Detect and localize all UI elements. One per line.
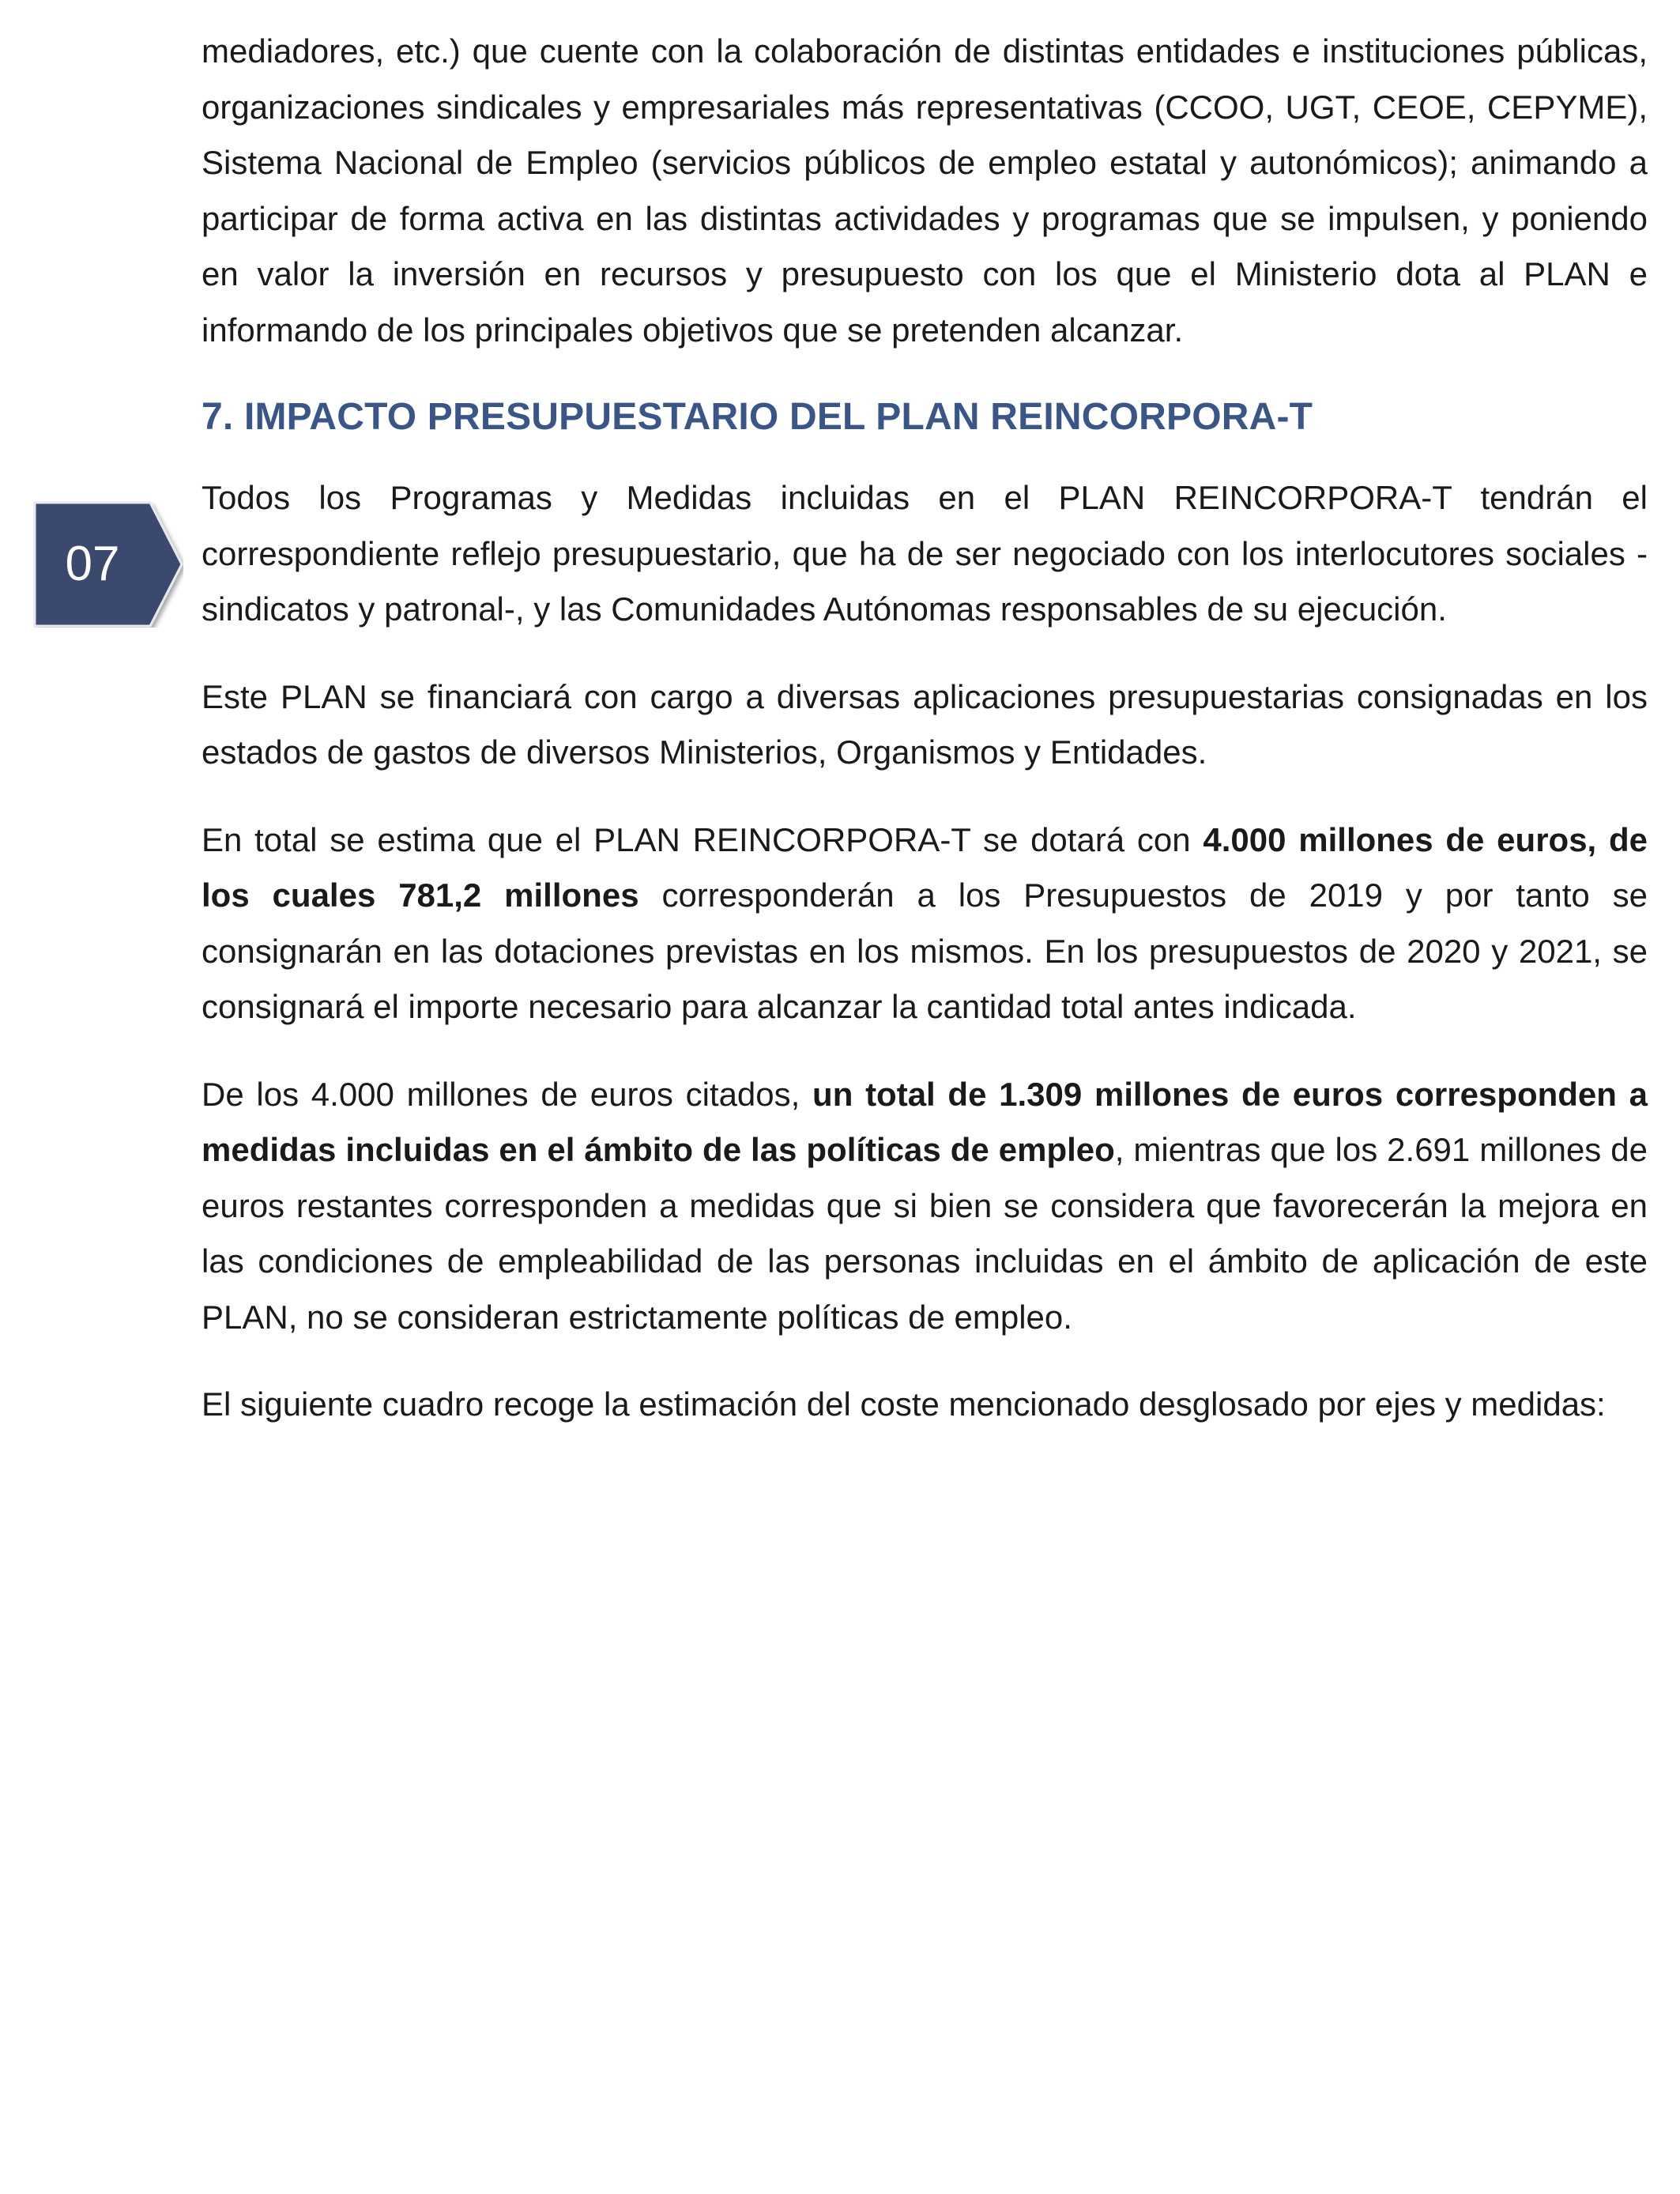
paragraph-employment-policies-part-a: De los 4.000 millones de euros citados, bbox=[202, 1075, 813, 1113]
chapter-badge bbox=[33, 501, 183, 628]
intro-paragraph: mediadores, etc.) que cuente con la colaboración de distintas entidades e instituciones públicas, organizaciones sindicales y empresariales más representativas (CCOO, UGT, CEOE, CEPYME), Sistema Nacional de Empleo (servicios públicos de empleo estatal y autonómicos); animando a participar de forma activa en las distintas actividades y programas que se impulsen, y poniendo en valor la inversión en recursos y presupuesto con los que el Ministerio dota al PLAN e informando de los principales objetivos que se pretenden alcanzar. bbox=[202, 32, 1648, 349]
paragraph-total-estimate-part-c: corresponderán a los Presupuestos de 2019 y por tanto se consignarán en las dotaciones previstas en los mismos. En los presupuestos de 2020 y 2021, se consignará el importe necesario para alcanzar la cantidad total antes indicada. bbox=[202, 876, 1648, 1025]
paragraph-employment-policies bbox=[202, 1067, 1648, 1346]
paragraph-budget-reflection: Todos los Programas y Medidas incluidas en el PLAN REINCORPORA-T tendrán el correspondiente reflejo presupuestario, que ha de ser negociado con los interlocutores sociales -sindicatos y patronal-, y las Comunidades Autónomas responsables de su ejecución. bbox=[202, 479, 1648, 628]
paragraph-table-intro: El siguiente cuadro recoge la estimación del coste mencionado desglosado por ejes y medidas: bbox=[202, 1385, 1606, 1423]
paragraph-total-estimate-part-a: En total se estima que el PLAN REINCORPORA-T se dotará con bbox=[202, 820, 1203, 858]
section-heading: 7. IMPACTO PRESUPUESTARIO DEL PLAN REINCORPORA-T bbox=[202, 396, 1313, 438]
paragraph-total-estimate-bold: 4.000 millones de euros, de los cuales 781,2 millones bbox=[202, 820, 1648, 914]
paragraph-total-estimate bbox=[202, 812, 1648, 1035]
paragraph-financing: Este PLAN se financiará con cargo a diversas aplicaciones presupuestarias consignadas en los estados de gastos de diversos Ministerios, Organismos y Entidades. bbox=[202, 677, 1648, 771]
paragraph-employment-policies-part-c: , mientras que los 2.691 millones de euros restantes corresponden a medidas que si bien se considera que favorecerán la mejora en las condiciones de empleabilidad de las personas incluidas en el ámbito de aplicación de este PLAN, no se consideran estrictamente políticas de empleo. bbox=[202, 1131, 1648, 1336]
chapter-number: 07 bbox=[65, 537, 120, 591]
paragraph-employment-policies-bold: un total de 1.309 millones de euros corresponden a medidas incluidas en el ámbito de las políticas de empleo bbox=[202, 1075, 1648, 1168]
main-text-column bbox=[202, 24, 1648, 1465]
